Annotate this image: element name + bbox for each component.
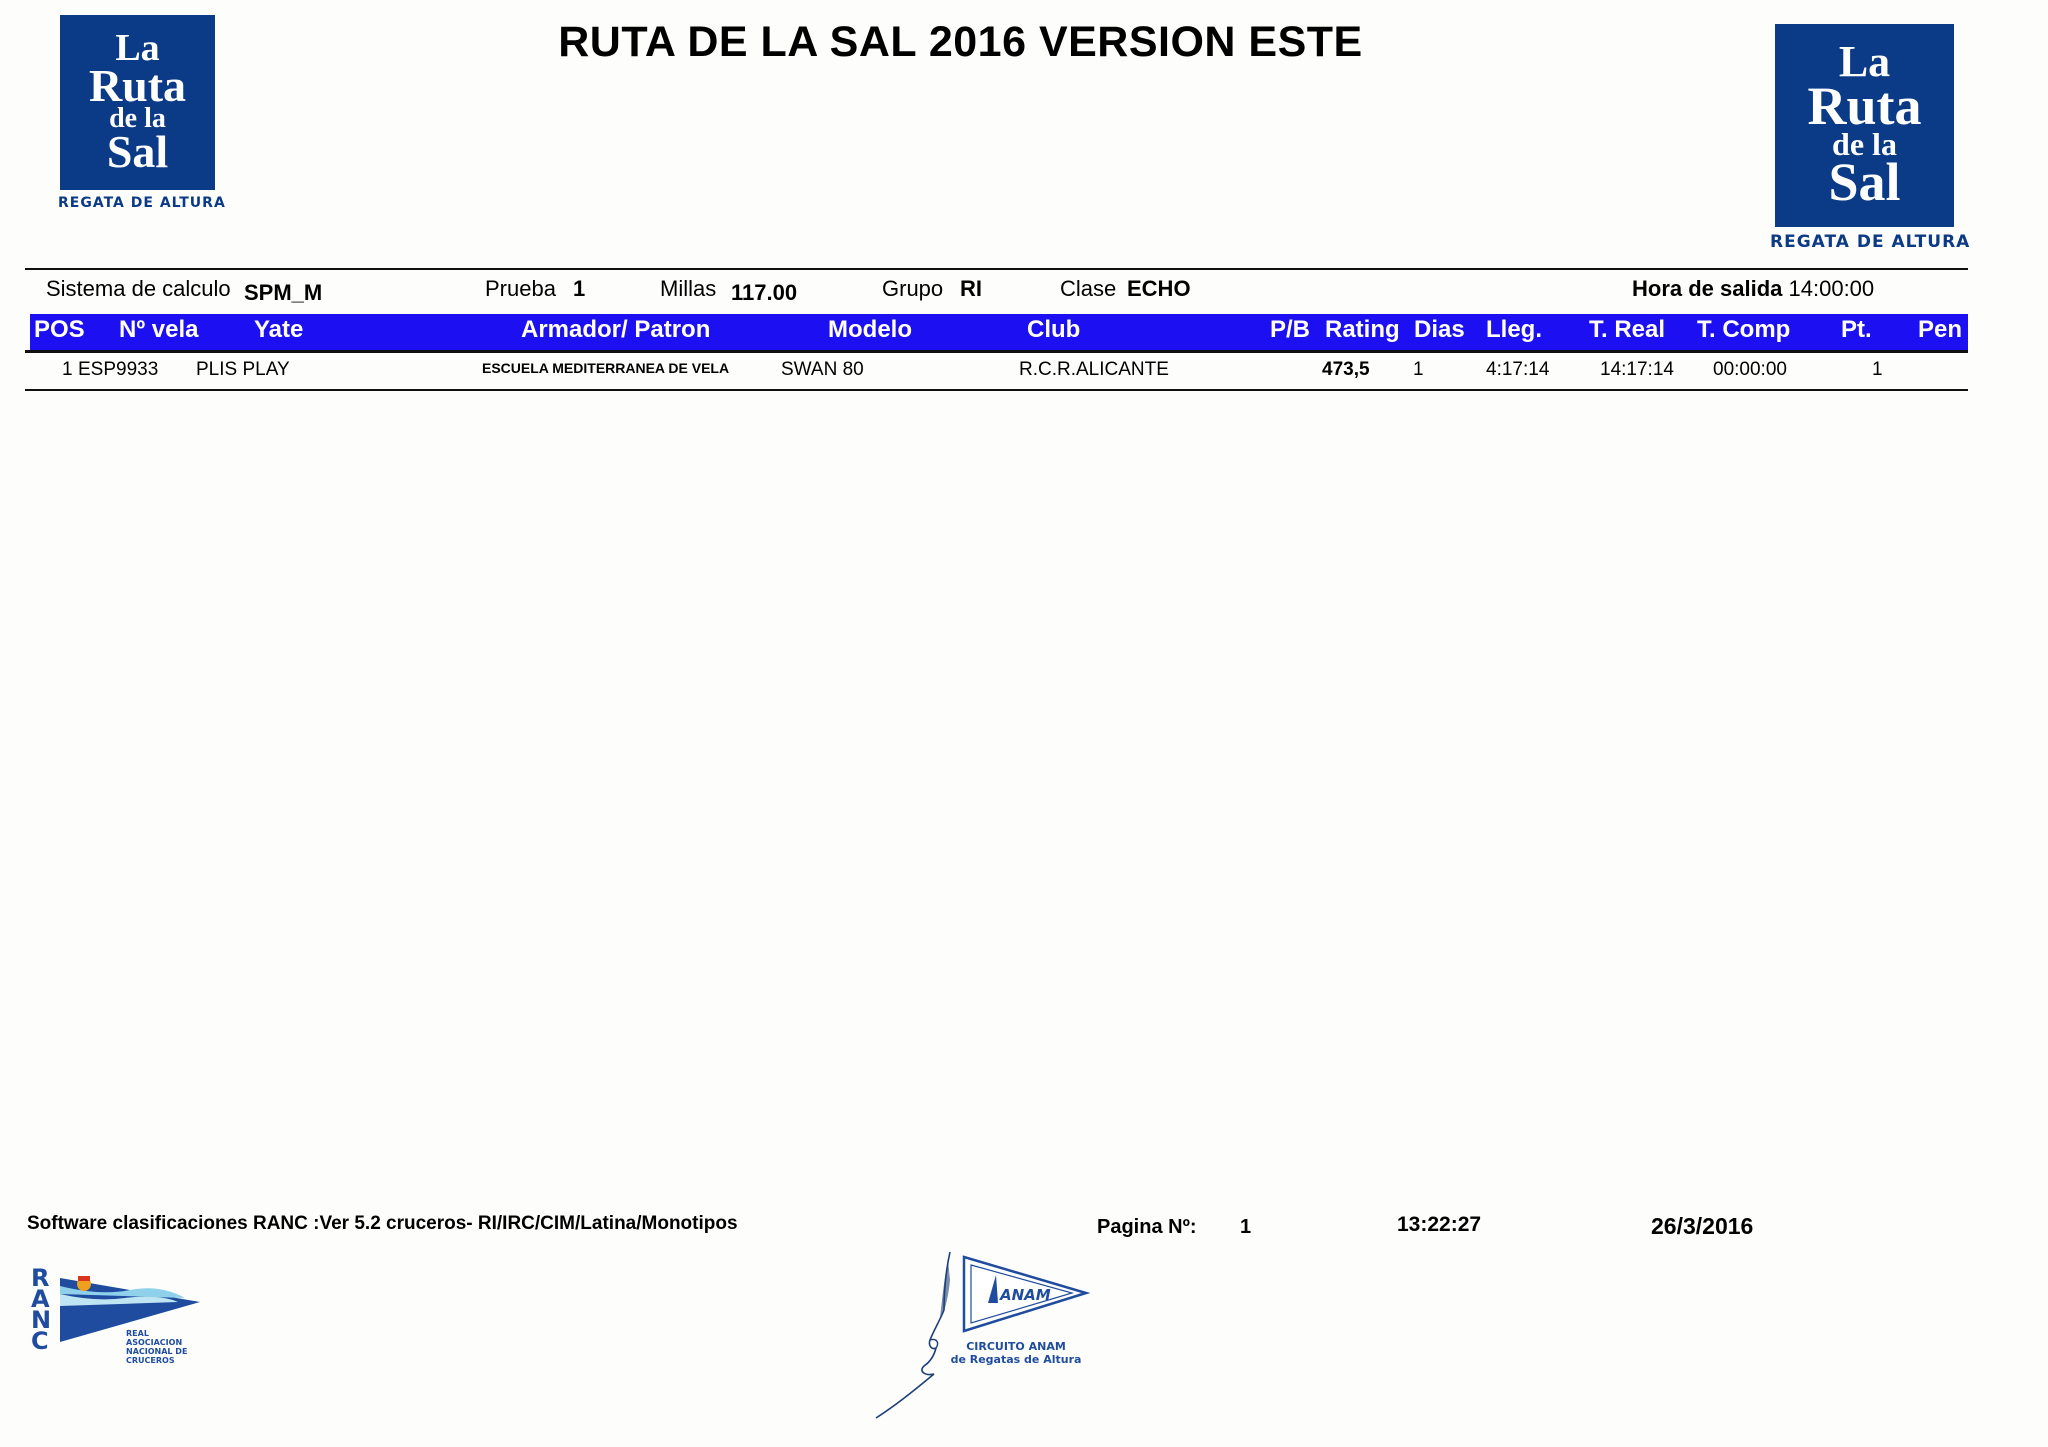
logo-line-2: Ruta: [88, 60, 187, 111]
cell-dias: 1: [1413, 359, 1424, 380]
hora-value: 14:00:00: [1788, 276, 1875, 301]
millas-value: [731, 280, 797, 306]
top-divider: [25, 268, 1968, 270]
ranc-sub-1: REAL: [126, 1329, 149, 1338]
cell-pt: 1: [1872, 359, 1883, 380]
logo-line-4: Sal: [1828, 152, 1901, 212]
ranc-letter-c: C: [31, 1327, 49, 1355]
ranc-sub-3: NACIONAL DE: [126, 1347, 188, 1356]
ruta-de-la-sal-logo-left: [60, 15, 215, 190]
cell-tcomp: 00:00:00: [1713, 359, 1787, 380]
anam-caption-line-2: de Regatas de Altura: [950, 1353, 1082, 1367]
col-armador: Armador/ Patron: [521, 316, 711, 343]
col-rating: Rating: [1325, 316, 1400, 343]
ranc-letter-n: N: [31, 1306, 52, 1334]
footer-date: 26/3/2016: [1651, 1213, 1754, 1239]
col-lleg: Lleg.: [1486, 316, 1543, 343]
hora-label: Hora de salida: [1632, 276, 1783, 301]
col-treal: T. Real: [1589, 316, 1666, 343]
grupo-value-text: RI: [960, 276, 982, 301]
logo-caption-left: REGATA DE ALTURA: [58, 195, 226, 211]
clase-value: [1127, 276, 1191, 302]
ranc-sub-4: CRUCEROS: [126, 1356, 175, 1365]
prueba-value: [573, 276, 585, 302]
clase-label: Clase: [1060, 276, 1117, 301]
page-title: RUTA DE LA SAL 2016 VERSION ESTE: [558, 18, 1363, 66]
logo-line-2: Ruta: [1807, 76, 1922, 136]
sistema-label: Sistema de calculo: [46, 276, 231, 301]
cell-rating: 473,5: [1322, 359, 1370, 380]
logo-caption-right: REGATA DE ALTURA: [1770, 232, 1971, 252]
prueba-value-text: 1: [573, 276, 586, 301]
logo-line-1: La: [1838, 37, 1891, 86]
footer-time: 13:22:27: [1397, 1213, 1482, 1236]
sailor-figure-icon: [874, 1250, 964, 1420]
software-info: Software clasificaciones RANC :Ver 5.2 cruceros- RI/IRC/CIM/Latina/Monotipos: [27, 1213, 738, 1234]
col-vela: Nº vela: [119, 316, 199, 343]
millas-value-text: 117.00: [731, 280, 798, 305]
header-underline: [25, 350, 1968, 353]
cell-yate: PLIS PLAY: [196, 359, 290, 380]
cell-club: R.C.R.ALICANTE: [1019, 359, 1169, 380]
logo-line-3: de la: [1832, 126, 1897, 162]
grupo-label: Grupo: [882, 276, 944, 301]
anam-flag-text: ANAM: [1000, 1286, 1051, 1304]
sistema-value-text: SPM_M: [244, 280, 323, 305]
col-dias: Dias: [1414, 316, 1465, 343]
ruta-de-la-sal-logo-right: [1775, 24, 1954, 227]
col-club: Club: [1027, 316, 1081, 343]
hora-salida: [1632, 276, 1874, 302]
grupo-value: [960, 276, 982, 302]
ranc-sub-2: ASOCIACION: [126, 1338, 183, 1347]
pagina-label: Pagina Nº:: [1097, 1216, 1197, 1238]
anam-pennant-icon: [962, 1255, 1090, 1333]
cell-armador: ESCUELA MEDITERRANEA DE VELA: [482, 360, 730, 376]
col-pt: Pt.: [1841, 316, 1872, 343]
cell-vela: ESP9933: [78, 359, 159, 380]
col-pos: POS: [34, 316, 85, 343]
logo-line-1: La: [115, 27, 160, 69]
anam-caption-line-1: CIRCUITO ANAM: [966, 1340, 1066, 1353]
col-tcomp: T. Comp: [1697, 316, 1791, 343]
cell-modelo: SWAN 80: [781, 359, 864, 380]
col-modelo: Modelo: [828, 316, 912, 343]
clase-value-text: ECHO: [1127, 276, 1191, 301]
logo-line-3: de la: [109, 103, 166, 134]
sistema-value: [244, 280, 322, 306]
ranc-letter-a: A: [31, 1285, 50, 1313]
cell-treal: 14:17:14: [1600, 359, 1674, 380]
table-header-bar: [30, 314, 1968, 351]
row-divider: [25, 389, 1968, 391]
col-yate: Yate: [254, 316, 304, 343]
logo-line-4: Sal: [106, 126, 169, 177]
col-pen: Pen: [1918, 316, 1963, 343]
millas-label: Millas: [660, 276, 717, 301]
cell-lleg: 4:17:14: [1486, 359, 1550, 380]
col-pb: P/B: [1270, 316, 1311, 343]
prueba-label: Prueba: [485, 276, 556, 301]
cell-pos: 1: [62, 359, 73, 380]
pagina-value: 1: [1240, 1216, 1252, 1238]
ranc-letter-r: R: [31, 1264, 50, 1292]
anam-caption: [946, 1340, 1086, 1366]
